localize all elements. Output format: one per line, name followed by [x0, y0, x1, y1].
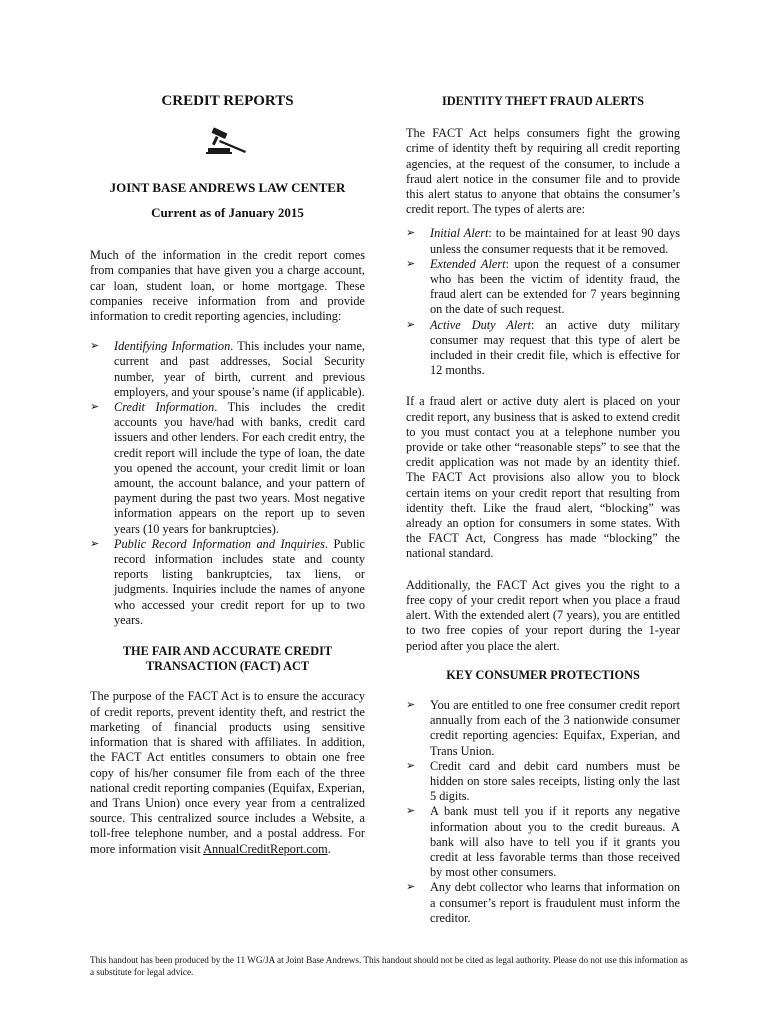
- bullet-text: Public record information includes state and county reports listing bankruptcies, tax liens, or judgments. Inquiries include the names of anyone who accessed your credit report for up to two years.: [114, 536, 365, 627]
- intro-paragraph: Much of the information in the credit report comes from companies that have given you a charge account, car loan, student loan, or home mortgage. These companies receive information from and provide information to credit reporting agencies, including:: [90, 248, 365, 324]
- bullet-text: This includes the credit accounts you have/had with banks, credit card issuers and other lenders. For each credit entry, the credit report will include the type of loan, the date you opened the account, your credit limit or loan amount, the account balance, and your pattern of payment during the past two years. Most negative information appears on the report up to seven years (10 years for bankruptcies).: [114, 400, 365, 536]
- fraud-alerts-intro: The FACT Act helps consumers fight the growing crime of identity theft by requiring all credit reporting agencies, at the request of the consumer, to include a fraud alert notice in the consumer file and to provide this alert status to anyone that obtains the consumer’s credit report. The types of alerts are:: [406, 126, 680, 217]
- bullet-arrow-icon: ➢: [406, 257, 416, 270]
- fraud-alert-paragraph: If a fraud alert or active duty alert is placed on your credit report, any business that is asked to extend credit to you must contact you at a telephone number you provide or take other “reasonable steps” to see that the credit application was not made by an identity thief. The FACT Act provisions also allow you to block certain items on your credit report that resulting from identity theft. Like the fraud alert, “blocking” was already an option for consumers in some states. With the FACT Act, Congress has made “blocking” the national standard.: [406, 394, 680, 561]
- fraud-alerts-heading: IDENTITY THEFT FRAUD ALERTS: [442, 94, 644, 108]
- bullet-term: Credit Information: [114, 400, 215, 415]
- bullet-arrow-icon: ➢: [406, 759, 416, 772]
- list-item: ➢ Public Record Information and Inquiries. Public record information includes state and county reports listing bankruptcies, tax liens, or judgments. Inquiries include the names of anyone who accessed your credit report for up to two years.: [90, 536, 365, 627]
- bullet-term: Public Record Information and Inquiries: [114, 536, 325, 551]
- alert-term: Active Duty Alert: [430, 317, 531, 332]
- list-item: ➢ Credit card and debit card numbers must be hidden on store sales receipts, listing only the last 5 digits.: [406, 758, 680, 804]
- page-title: CREDIT REPORTS: [161, 93, 294, 109]
- list-item: ➢ You are entitled to one free consumer credit report annually from each of the 3 nationwide consumer credit reporting agencies: Equifax, Experian, and Trans Union.: [406, 697, 680, 758]
- alert-types-list: [406, 226, 680, 378]
- bullet-arrow-icon: ➢: [90, 401, 100, 414]
- alert-text: an active duty military consumer may request that this type of alert be included in their credit file, which is effective for 12 months.: [430, 317, 680, 378]
- fact-act-heading-line2: TRANSACTION (FACT) ACT: [145, 659, 310, 674]
- alert-term: Initial Alert: [430, 226, 489, 241]
- bullet-arrow-icon: ➢: [406, 805, 416, 818]
- list-item: ➢ Initial Alert: to be maintained for at least 90 days unless the consumer requests that it be removed.: [406, 226, 681, 256]
- org-name: JOINT BASE ANDREWS LAW CENTER: [109, 180, 346, 196]
- alert-text: upon the request of a consumer who has been the victim of identity fraud, the fraud alert can be extended for 7 years beginning on the date of such request.: [430, 256, 680, 317]
- list-item: ➢ Active Duty Alert: an active duty military consumer may request that this type of alert be included in their credit file, which is effective for 12 months.: [406, 317, 680, 378]
- right-column: [406, 92, 680, 926]
- alert-text: to be maintained for at least 90 days unless the consumer requests that it be removed.: [430, 226, 681, 256]
- protections-list: [406, 698, 680, 926]
- alert-term: Extended Alert: [430, 256, 506, 271]
- list-item: ➢ Extended Alert: upon the request of a consumer who has been the victim of identity fraud, the fraud alert can be extended for 7 years beginning on the date of such request.: [406, 256, 680, 317]
- list-item: ➢ Identifying Information. This includes your name, current and past addresses, Social Security number, year of birth, current and previous employers, and your spouse’s name (if applicable).: [90, 339, 365, 399]
- left-column: [90, 92, 365, 857]
- free-copy-paragraph: Additionally, the FACT Act gives you the right to a free copy of your credit report when you place a fraud alert. With the extended alert (7 years), you are entitled to two free copies of your report during the 1-year period after you place the alert.: [406, 577, 680, 653]
- protections-heading: KEY CONSUMER PROTECTIONS: [446, 667, 640, 682]
- fact-act-paragraph: The purpose of the FACT Act is to ensure the accuracy of credit reports, prevent identity theft, and restrict the marketing of financial products using sensitive information that is shared with affiliates. In addition, the FACT Act entitles consumers to obtain one free copy of his/her consumer file from each of the three national credit reporting companies (Equifax, Experian, and Trans Union) once every year from a centralized source. This centralized source includes a Website, a toll-free telephone number, and a postal address. For more information visit AnnualCreditReport.com.: [90, 689, 365, 856]
- current-date: Current as of January 2015: [151, 205, 304, 221]
- list-item: ➢ Credit Information. This includes the credit accounts you have/had with banks, credit card issuers and other lenders. For each credit entry, the credit report will include the type of loan, the date you opened the account, your credit limit or loan amount, the account balance, and your pattern of payment during the past two years. Most negative information appears on the report up to seven years (10 years for bankruptcies).: [90, 400, 365, 536]
- footer-disclaimer: This handout has been produced by the 11 WG/JA at Joint Base Andrews. This handout should not be cited as legal authority. Please do not use this information as a substitute for legal advice.: [90, 955, 688, 977]
- credit-info-list: [90, 339, 365, 628]
- annual-credit-report-link[interactable]: AnnualCreditReport.com: [203, 841, 328, 856]
- bullet-arrow-icon: ➢: [90, 537, 100, 550]
- bullet-text: This includes your name, current and past addresses, Social Security number, year of birth, current and previous employers, and your spouse’s name (if applicable).: [114, 339, 365, 399]
- bullet-term: Identifying Information: [114, 339, 231, 354]
- bullet-arrow-icon: ➢: [90, 340, 100, 353]
- bullet-arrow-icon: ➢: [406, 881, 416, 894]
- list-item: ➢ A bank must tell you if it reports any negative information about you to the credit bureaus. A bank will also have to tell you if it grants you credit at less favorable terms than those received by most other consumers.: [406, 804, 680, 880]
- list-item: ➢ Any debt collector who learns that information on a consumer’s report is fraudulent must inform the creditor.: [406, 880, 680, 925]
- bullet-arrow-icon: ➢: [406, 227, 416, 240]
- bullet-arrow-icon: ➢: [406, 698, 416, 711]
- gavel-icon: [206, 127, 250, 157]
- fact-act-heading: THE FAIR AND ACCURATE CREDIT: [122, 644, 333, 659]
- bullet-arrow-icon: ➢: [406, 318, 416, 331]
